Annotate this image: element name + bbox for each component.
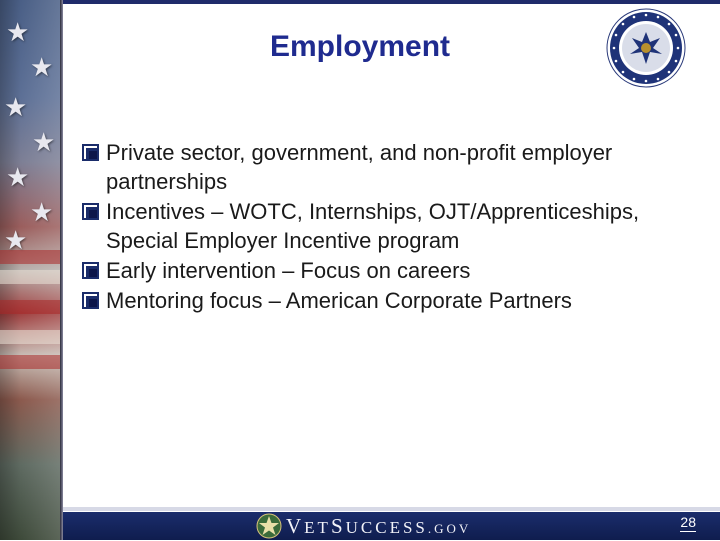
checkbox-bullet-icon [82,144,99,161]
page-number: 28 [680,514,696,530]
bullet-text: Private sector, government, and non-profit employer partnerships [106,140,613,194]
star-icon: ★ [6,163,30,193]
wordmark-part: V [286,514,305,538]
vetsuccess-wordmark [286,514,471,538]
checkbox-bullet-icon [82,292,99,309]
wordmark-part: S [330,514,346,538]
bullet-text: Incentives – WOTC, Internships, OJT/Apprenticeships, Special Employer Incentive program [106,199,640,253]
slide-title: Employment [269,30,451,63]
wordmark-part: ET [304,518,331,537]
flag-decoration [0,0,60,540]
star-icon: ★ [4,93,28,123]
list-item [82,286,702,315]
star-icon: ★ [32,128,56,158]
bullet-list [82,138,702,316]
header-rule [63,0,720,4]
star-icon: ★ [30,198,54,228]
list-item [82,256,702,285]
wordmark-part: .GOV [427,521,472,536]
star-icon: ★ [4,226,28,256]
flag-edge-divider [60,0,63,540]
checkbox-bullet-icon [82,203,99,220]
star-icon: ★ [30,53,54,83]
list-item [82,138,702,196]
va-seal-icon [606,8,686,88]
footer-divider [63,507,720,511]
list-item [82,197,702,255]
vetsuccess-logo-icon [256,513,282,539]
bullet-text: Early intervention – Focus on careers [106,258,471,283]
star-icon: ★ [6,18,30,48]
bullet-text: Mentoring focus – American Corporate Partners [106,288,572,313]
checkbox-bullet-icon [82,262,99,279]
wordmark-part: UCCESS [345,518,428,537]
